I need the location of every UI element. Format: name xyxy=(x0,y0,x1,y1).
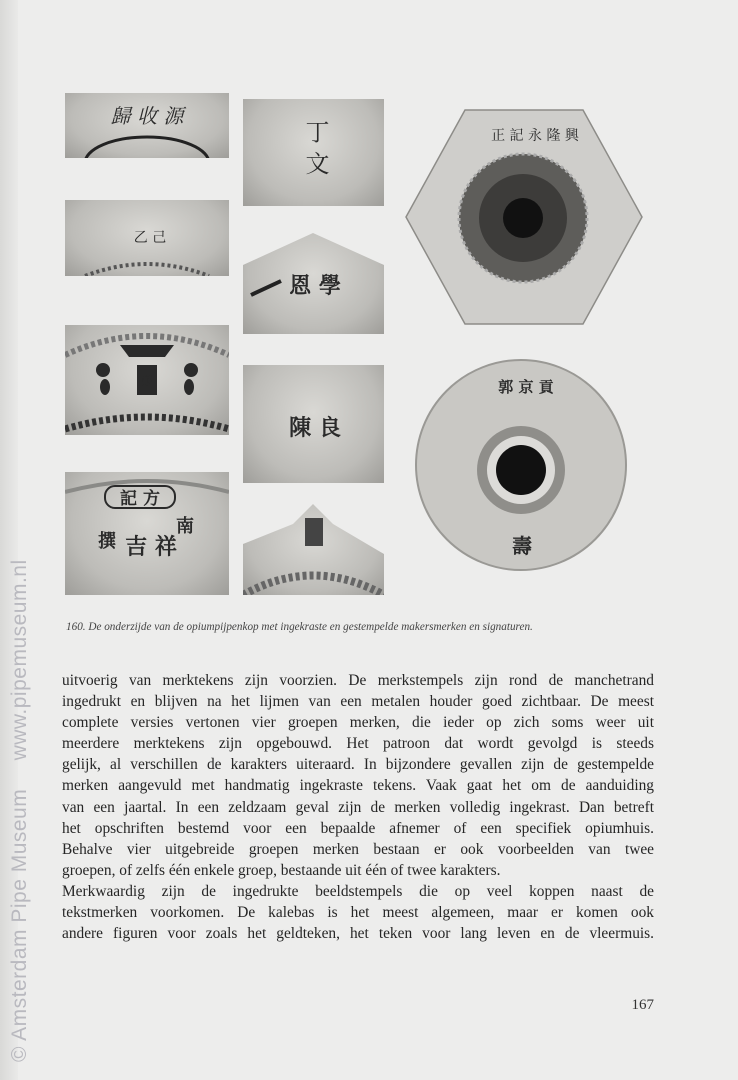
stamped-characters-7-mid: 吉 祥 xyxy=(125,535,177,560)
photo-stamped-marks-5 xyxy=(65,325,229,435)
photo-hexagonal-bowl xyxy=(405,108,643,326)
figure-caption: 160. De onderzijde van de opiumpijpenkop met ingekraste en gestempelde makersmerken en signaturen. xyxy=(66,621,533,633)
photo-incised-marks-1 xyxy=(65,93,229,158)
round-bowl-longevity-mark: 壽 xyxy=(512,534,532,558)
page-number: 167 xyxy=(631,997,654,1013)
stamped-characters-7-left: 撰 xyxy=(98,531,116,552)
photo-incised-marks-2 xyxy=(243,99,384,206)
body-line: merken aangevuld met handmatig ingekraste tekens. Vaak gaat het om de aanduiding xyxy=(62,777,654,795)
photo-round-bowl xyxy=(414,358,628,572)
watermark-copyright: © Amsterdam Pipe Museum xyxy=(8,788,31,1062)
body-line: uitvoerig van merktekens zijn voorzien. De merkstempels zijn rond de manchetrand xyxy=(62,672,654,689)
body-line: complete versies vertonen vier groepen merken, die ieder op zich soms weer uit xyxy=(62,714,654,732)
photo-stamped-marks-6 xyxy=(243,365,384,483)
watermark xyxy=(8,537,32,1062)
body-line: ingedrukt en blijven na het lijmen van een metalen houder goed zichtbaar. De meest xyxy=(62,693,654,711)
body-text xyxy=(62,670,654,944)
body-line: het opschriften bestemd voor een bepaalde afnemer of een specifiek opiumhuis. xyxy=(62,819,654,837)
body-line: Merkwaardig zijn de ingedrukte beeldstempels die op veel koppen naast de xyxy=(62,882,654,900)
stamped-characters-7-right: 南 xyxy=(176,516,194,537)
photo-stamped-marks-4 xyxy=(243,233,384,334)
stamped-characters-3: 乙 己 xyxy=(133,230,167,246)
body-line: andere figuren voor zoals het geldteken, het teken voor lang leven en de vleermuis. xyxy=(62,925,654,943)
body-line: gelijk, al verschillen de karakters uiteraard. In bijzondere gevallen zijn de gestempelde xyxy=(62,756,654,774)
photo-stamped-marks-3 xyxy=(65,200,229,276)
body-line: groepen, of zelfs één enkele groep, bestaande uit één of twee karakters. xyxy=(62,861,501,879)
photo-stamped-marks-7 xyxy=(65,472,229,595)
body-line: meerdere merktekens zijn opgebouwd. Het patroon dat wordt gevolgd is steeds xyxy=(62,735,654,753)
incised-characters-1: 歸 收 源 xyxy=(110,104,184,128)
hex-bowl-characters: 正 記 永 隆 興 xyxy=(491,128,579,144)
stamped-characters-6: 陳 良 xyxy=(289,416,341,441)
body-line: van een jaartal. In een zeldzaam geval zijn de merken volledig ingekrast. Dan betreft xyxy=(62,798,654,816)
stamped-characters-7-top: 記 方 xyxy=(120,489,160,509)
stamped-characters-4: 恩 學 xyxy=(289,274,341,299)
watermark-url: www.pipemuseum.nl xyxy=(8,559,31,761)
body-line: tekstmerken voorkomen. De kalebas is het meest algemeen, maar er komen ook xyxy=(62,904,654,922)
incised-characters-2: 丁 文 xyxy=(301,119,329,175)
stamped-characters-5: 鄭 xyxy=(140,374,154,388)
photo-stamped-marks-8 xyxy=(243,504,384,595)
round-bowl-characters: 郭 京 貢 xyxy=(498,378,554,396)
body-line: Behalve vier uitgebreide groepen merken bestaan er ook voorbeelden van twee xyxy=(62,840,654,858)
